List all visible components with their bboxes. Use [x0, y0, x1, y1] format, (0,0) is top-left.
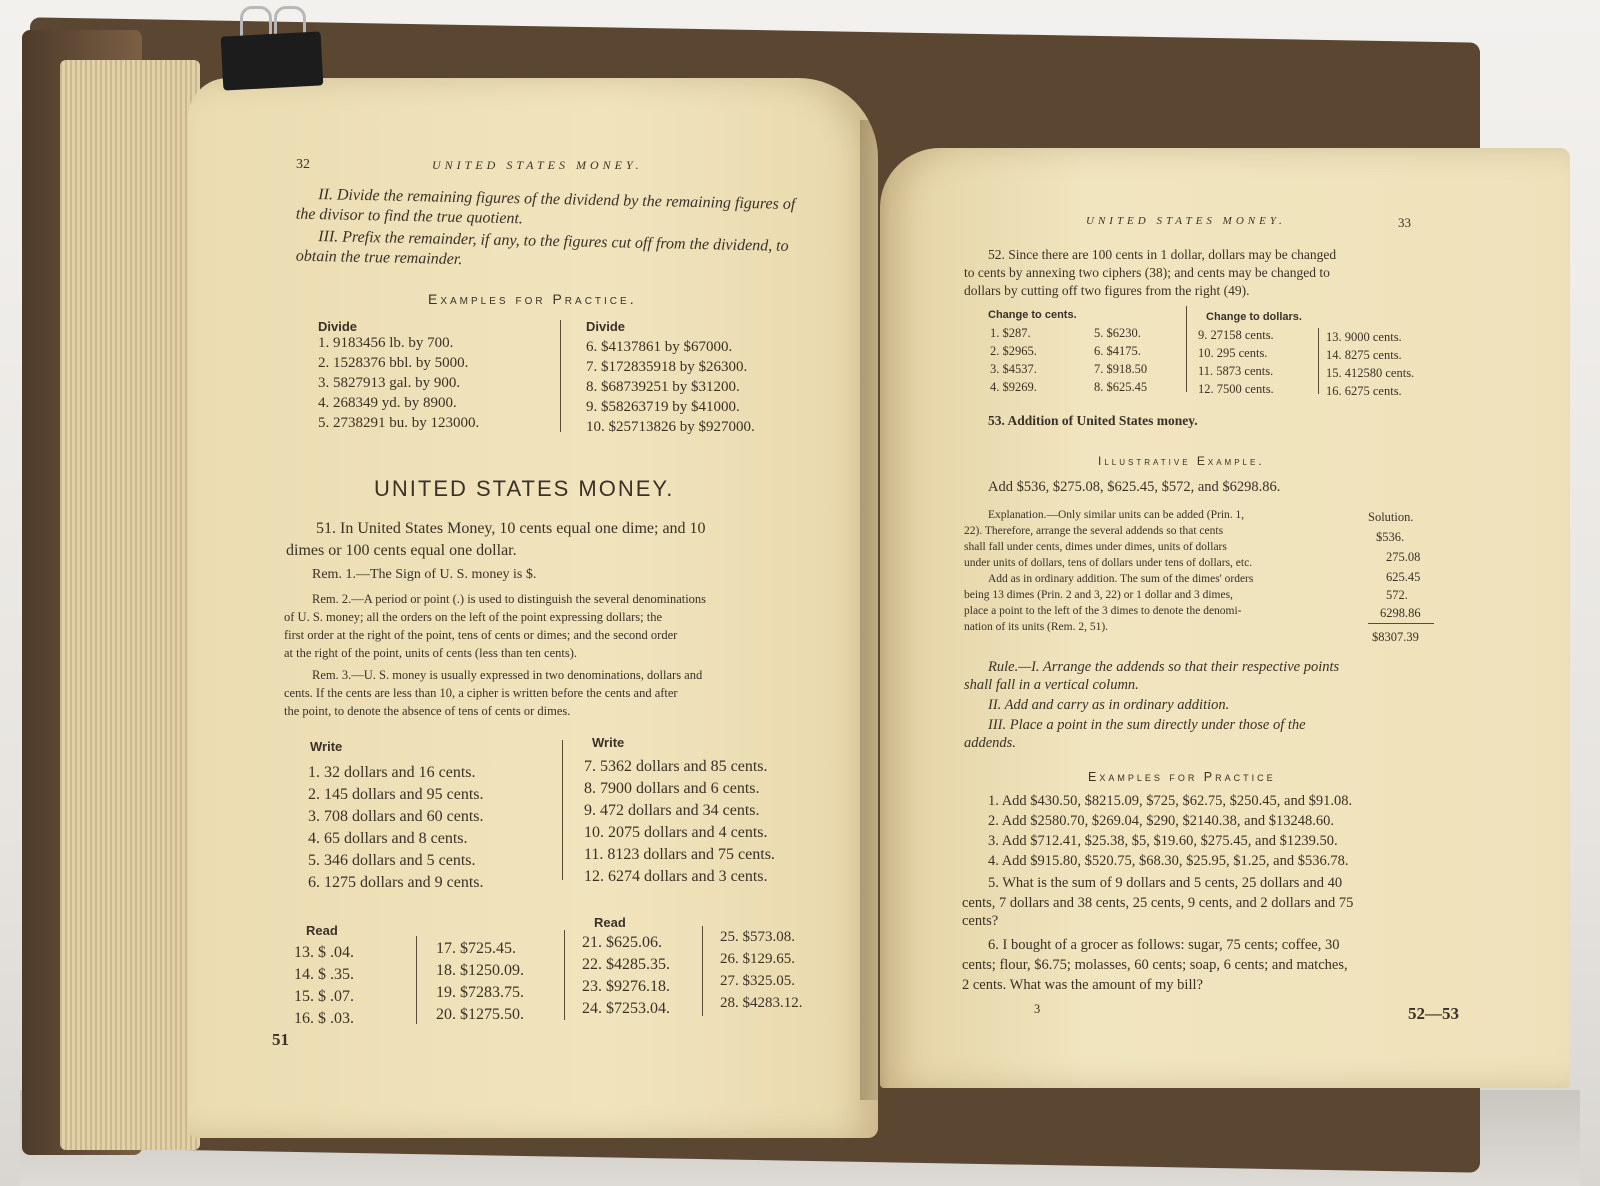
solution-total: $8307.39 [1372, 630, 1419, 644]
left-rule-ii: II. Divide the remaining figures of the dividend by the remaining figures of the divisor to find the true quotient. [295, 186, 796, 228]
remark-2: Rem. 2.—A period or point (.) is used to distinguish the several denominations [312, 592, 707, 606]
list-item: 3. 708 dollars and 60 cents. [308, 808, 484, 825]
solution-label: Solution. [1368, 510, 1414, 524]
page-edges [60, 60, 200, 1150]
list-item: 5. $6230. [1094, 326, 1141, 340]
list-item: 3. Add $712.41, $25.38, $5, $19.60, $275.45, and $1239.50. [988, 833, 1338, 849]
left-footer-section: 51 [272, 1030, 289, 1049]
list-item: 2. 1528376 bbl. by 5000. [318, 355, 469, 371]
list-item: 2. Add $2580.70, $269.04, $290, $2140.38, and $13248.60. [988, 813, 1334, 829]
signature-mark: 3 [1034, 1002, 1041, 1016]
list-item: 24. $7253.04. [582, 1000, 670, 1017]
list-item: cents? [962, 913, 999, 929]
list-item: 17. $725.45. [436, 940, 516, 957]
list-item: 10. $25713826 by $927000. [586, 419, 755, 435]
list-item: 1. Add $430.50, $8215.09, $725, $62.75, $250.45, and $91.08. [988, 793, 1353, 809]
list-item: 13. 9000 cents. [1326, 330, 1402, 344]
explanation: 22). Therefore, arrange the several addends so that cents [964, 525, 1224, 537]
solution-value: 572. [1386, 588, 1408, 602]
list-item: 28. $4283.12. [720, 995, 803, 1011]
paragraph-53: 53. Addition of United States money. [988, 413, 1198, 428]
list-item: 2. $2965. [990, 344, 1037, 358]
divide-label: Divide [586, 319, 626, 334]
list-item: 1. 32 dollars and 16 cents. [308, 764, 476, 781]
write-label: Write [310, 739, 343, 754]
explanation: under units of dollars, tens of dollars under tens of dollars, etc. [964, 557, 1253, 569]
list-item: 20. $1275.50. [436, 1006, 524, 1023]
solution-value: $536. [1376, 530, 1405, 544]
binder-clip-icon [222, 28, 322, 88]
list-item: 18. $1250.09. [436, 962, 524, 979]
list-item: 3. 5827913 gal. by 900. [318, 375, 461, 391]
solution-value: 275.08 [1386, 550, 1421, 564]
list-item: 8. $68739251 by $31200. [586, 379, 740, 395]
list-item: 8. 7900 dollars and 6 cents. [584, 780, 760, 797]
clip-body [221, 31, 324, 90]
list-item: 9. $58263719 by $41000. [586, 399, 740, 415]
list-item: 4. $9269. [990, 380, 1037, 394]
list-item: 9. 27158 cents. [1198, 328, 1274, 342]
list-item: 1. 9183456 lb. by 700. [318, 335, 454, 351]
list-item: 5. 2738291 bu. by 123000. [318, 415, 480, 431]
list-item: 9. 472 dollars and 34 cents. [584, 802, 760, 819]
change-divider [1186, 306, 1187, 392]
right-examples-heading: Examples for Practice [1088, 770, 1276, 784]
remark-3: Rem. 3.—U. S. money is usually expressed in two denominations, dollars and [312, 668, 703, 682]
list-item: cents, 7 dollars and 38 cents, 25 cents, 9 cents, and 2 dollars and 75 [962, 895, 1354, 911]
book-gutter [860, 120, 890, 1100]
sum-rule [1368, 623, 1434, 624]
list-item: 11. 8123 dollars and 75 cents. [584, 846, 775, 863]
list-item: 7. 5362 dollars and 85 cents. [584, 758, 768, 775]
list-item: 8. $625.45 [1094, 380, 1148, 394]
divide-label: Divide [318, 319, 358, 334]
change-divider [1318, 328, 1319, 394]
list-item: 3. $4537. [990, 362, 1037, 376]
paragraph-52: to cents by annexing two ciphers (38); and cents may be changed to [964, 265, 1330, 280]
list-item: 26. $129.65. [720, 951, 795, 967]
list-item: 13. $ .04. [294, 944, 354, 961]
list-item: 7. $918.50 [1094, 362, 1148, 376]
left-rule-iii: III. Prefix the remainder, if any, to the figures cut off from the dividend, to obtain the true remainder. [295, 228, 789, 269]
remark-2: of U. S. money; all the orders on the left of the point expressing dollars; the [284, 610, 663, 624]
read-divider [702, 926, 703, 1016]
list-item: 10. 295 cents. [1198, 346, 1268, 360]
rule-iii: III. Place a point in the sum directly under those of the [988, 717, 1306, 733]
list-item: 15. 412580 cents. [1326, 366, 1415, 380]
list-item: 5. What is the sum of 9 dollars and 5 cents, 25 dollars and 40 [988, 875, 1343, 891]
list-item: 12. 7500 cents. [1198, 382, 1274, 396]
divide-divider [560, 320, 561, 432]
paragraph-51: dimes or 100 cents equal one dollar. [286, 542, 517, 559]
paragraph-51: 51. In United States Money, 10 cents equal one dime; and 10 [316, 520, 706, 537]
list-item: 6. $4137861 by $67000. [586, 339, 733, 355]
solution-value: 625.45 [1386, 570, 1421, 584]
rule-i: Rule.—I. Arrange the addends so that their respective points [988, 659, 1340, 675]
list-item: 21. $625.06. [582, 934, 662, 951]
list-item: 25. $573.08. [720, 929, 795, 945]
illustrative-heading: Illustrative Example. [1098, 454, 1265, 468]
list-item: 2. 145 dollars and 95 cents. [308, 786, 484, 803]
list-item: 12. 6274 dollars and 3 cents. [584, 868, 768, 885]
explanation: place a point to the left of the 3 dimes to denote the denomi- [964, 605, 1242, 617]
right-page-number: 33 [1398, 215, 1411, 230]
paragraph-52: 52. Since there are 100 cents in 1 dollar, dollars may be changed [988, 247, 1337, 262]
list-item: 4. 65 dollars and 8 cents. [308, 830, 468, 847]
solution-value: 6298.86 [1380, 606, 1421, 620]
explanation: Add as in ordinary addition. The sum of the dimes' orders [988, 573, 1254, 585]
change-dollars-label: Change to dollars. [1206, 311, 1302, 323]
change-cents-label: Change to cents. [988, 309, 1077, 321]
list-item: 15. $ .07. [294, 988, 354, 1005]
explanation: shall fall under cents, dimes under dimes, units of dollars [964, 541, 1227, 553]
list-item: 4. 268349 yd. by 8900. [318, 395, 457, 411]
rule-iii: addends. [964, 735, 1016, 751]
read-label: Read [306, 923, 338, 938]
left-examples-heading: Examples for Practice. [428, 291, 637, 307]
list-item: 11. 5873 cents. [1198, 364, 1274, 378]
write-label: Write [592, 735, 625, 750]
section-title: UNITED STATES MONEY. [374, 476, 675, 501]
list-item: 27. $325.05. [720, 973, 795, 989]
list-item: 16. 6275 cents. [1326, 384, 1402, 398]
right-running-head: UNITED STATES MONEY. [1086, 215, 1286, 227]
remark-2: at the right of the point, units of cents (less than ten cents). [284, 646, 577, 660]
list-item: 6. $4175. [1094, 344, 1141, 358]
remark-1: Rem. 1.—The Sign of U. S. money is $. [312, 567, 537, 582]
list-item: 1. $287. [990, 326, 1031, 340]
add-line: Add $536, $275.08, $625.45, $572, and $6298.86. [988, 479, 1281, 495]
list-item: 16. $ .03. [294, 1010, 354, 1027]
list-item: 22. $4285.35. [582, 956, 670, 973]
left-running-head: UNITED STATES MONEY. [432, 158, 643, 172]
rule-i: shall fall in a vertical column. [964, 677, 1139, 693]
explanation: being 13 dimes (Prin. 2 and 3, 22) or 1 dollar and 3 dimes, [964, 589, 1233, 601]
read-divider [564, 930, 565, 1020]
rule-ii: II. Add and carry as in ordinary addition. [988, 697, 1230, 713]
remark-3: the point, to denote the absence of tens of cents or dimes. [284, 704, 571, 718]
list-item: 7. $172835918 by $26300. [586, 359, 748, 375]
list-item: 23. $9276.18. [582, 978, 670, 995]
paragraph-52: dollars by cutting off two figures from the right (49). [964, 283, 1250, 298]
right-footer-section: 52—53 [1408, 1004, 1459, 1023]
explanation: nation of its units (Rem. 2, 51). [964, 621, 1109, 633]
list-item: 10. 2075 dollars and 4 cents. [584, 824, 768, 841]
remark-2: first order at the right of the point, tens of cents or dimes; and the second order [284, 628, 678, 642]
list-item: 19. $7283.75. [436, 984, 524, 1001]
list-item: 14. 8275 cents. [1326, 348, 1402, 362]
read-divider [416, 936, 417, 1024]
list-item: cents; flour, $6.75; molasses, 60 cents; soap, 6 cents; and matches, [962, 957, 1348, 973]
list-item: 6. 1275 dollars and 9 cents. [308, 874, 484, 891]
list-item: 4. Add $915.80, $520.75, $68.30, $25.95, $1.25, and $536.78. [988, 853, 1349, 869]
list-item: 5. 346 dollars and 5 cents. [308, 852, 476, 869]
remark-3: cents. If the cents are less than 10, a cipher is written before the cents and after [284, 686, 678, 700]
left-page-number: 32 [296, 157, 310, 172]
explanation: Explanation.—Only similar units can be added (Prin. 1, [988, 509, 1245, 521]
list-item: 6. I bought of a grocer as follows: sugar, 75 cents; coffee, 30 [988, 937, 1340, 953]
list-item: 2 cents. What was the amount of my bill? [962, 977, 1203, 993]
read-label: Read [594, 915, 626, 930]
list-item: 14. $ .35. [294, 966, 354, 983]
write-divider [562, 740, 563, 880]
